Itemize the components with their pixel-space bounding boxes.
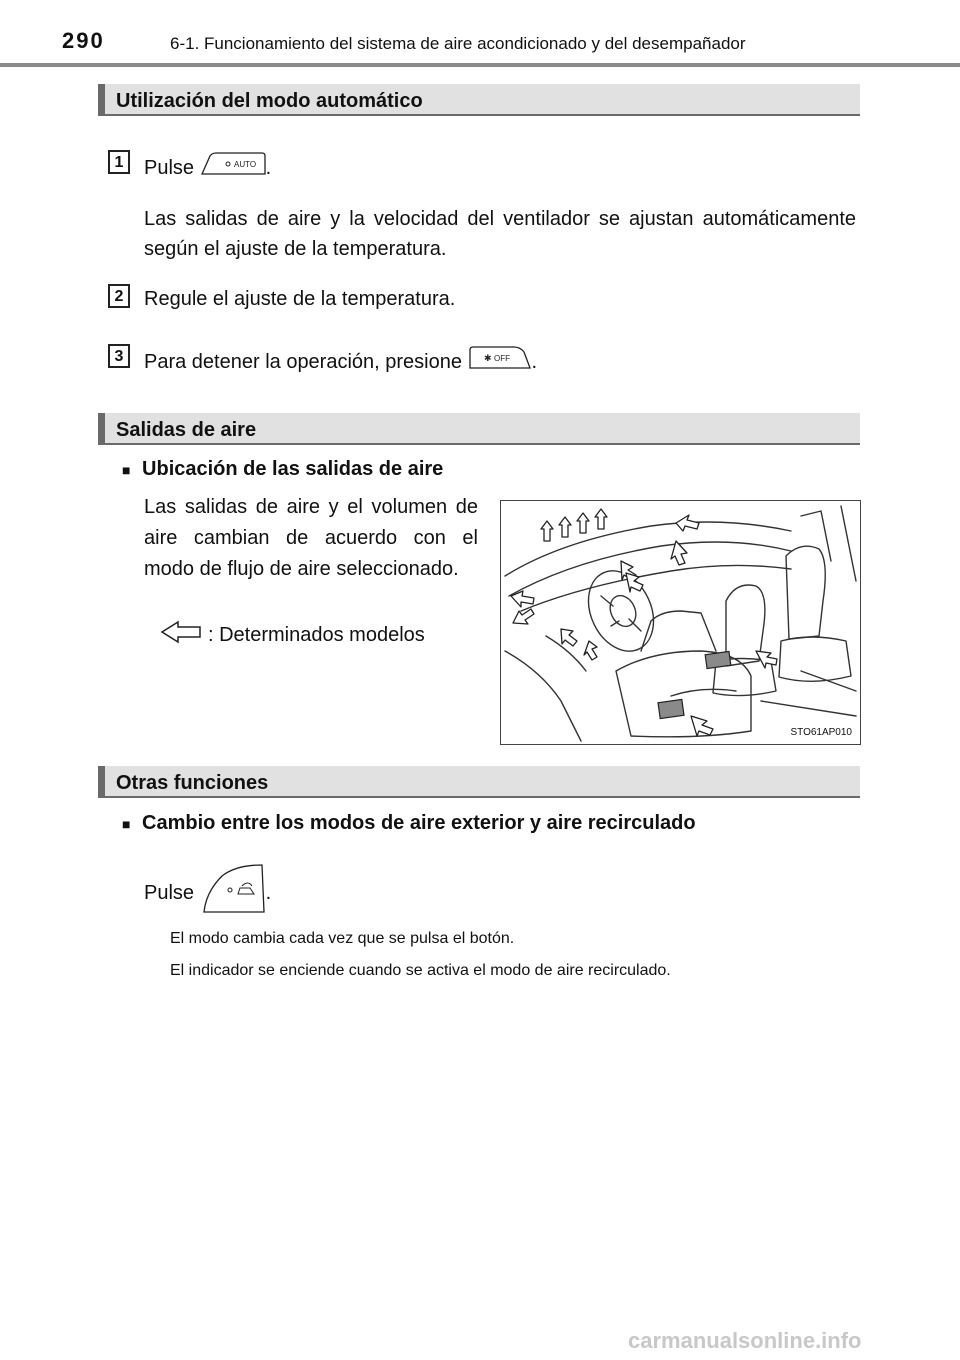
outlets-bullet-heading <box>122 458 443 481</box>
other-bullet-title: Cambio entre los modos de aire exterior y aire recirculado <box>142 812 696 834</box>
off-button-label: OFF <box>493 354 510 363</box>
recirculate-instruction <box>144 862 271 925</box>
recirculate-text-before: Pulse <box>144 881 200 904</box>
step-1-text-before: Pulse <box>144 156 200 179</box>
recirculate-text-after: . <box>265 881 272 904</box>
step-badge-2: 2 <box>108 284 130 308</box>
note-indicator: El indicador se enciende cuando se activa el modo de aire recirculado. <box>170 962 671 979</box>
section-title-outlets: Salidas de aire <box>116 419 257 441</box>
section-title-auto-mode: Utilización del modo automático <box>116 90 423 112</box>
step-3-text-after: . <box>531 350 538 373</box>
note-mode-change: El modo cambia cada vez que se pulsa el botón. <box>170 930 515 947</box>
watermark: carmanualsonline.info <box>628 1328 862 1353</box>
recirculate-button-icon <box>200 862 266 925</box>
other-bullet-heading <box>122 812 696 835</box>
step-badge-3: 3 <box>108 344 130 368</box>
bullet-icon: ■ <box>122 462 131 478</box>
step-3-text-before: Para detener la operación, presione <box>144 350 468 373</box>
car-interior-drawing <box>501 501 861 745</box>
outlets-bullet-title: Ubicación de las salidas de aire <box>142 458 444 480</box>
section-title-other: Otras funciones <box>116 772 269 794</box>
vehicle-interior-illustration <box>500 500 861 745</box>
svg-text:✱: ✱ <box>483 353 492 363</box>
legend-arrow-icon <box>160 618 204 651</box>
legend-text: : Determinados modelos <box>208 624 425 646</box>
step-2-text: Regule el ajuste de la temperatura. <box>144 288 456 310</box>
page-number: 290 <box>62 28 105 53</box>
bullet-icon: ■ <box>122 816 131 832</box>
figure-code: STO61AP010 <box>790 727 852 738</box>
step-1-text-after: . <box>265 156 272 179</box>
auto-button-label: AUTO <box>233 160 256 169</box>
step-3-instruction <box>144 344 537 381</box>
step-1-detail: Las salidas de aire y la velocidad del ventilador se ajustan automáticamente según el ajuste de la temperatura. <box>144 208 856 260</box>
auto-button-icon <box>200 150 266 187</box>
off-button-icon <box>468 344 532 381</box>
header-rule <box>0 63 960 67</box>
step-badge-1: 1 <box>108 150 130 174</box>
step-1-instruction <box>144 150 271 187</box>
chapter-title: 6-1. Funcionamiento del sistema de aire acondicionado y del desempañador <box>170 34 746 53</box>
outlets-paragraph: Las salidas de aire y el volumen de aire cambian de acuerdo con el modo de flujo de aire seleccionado. <box>144 496 478 580</box>
